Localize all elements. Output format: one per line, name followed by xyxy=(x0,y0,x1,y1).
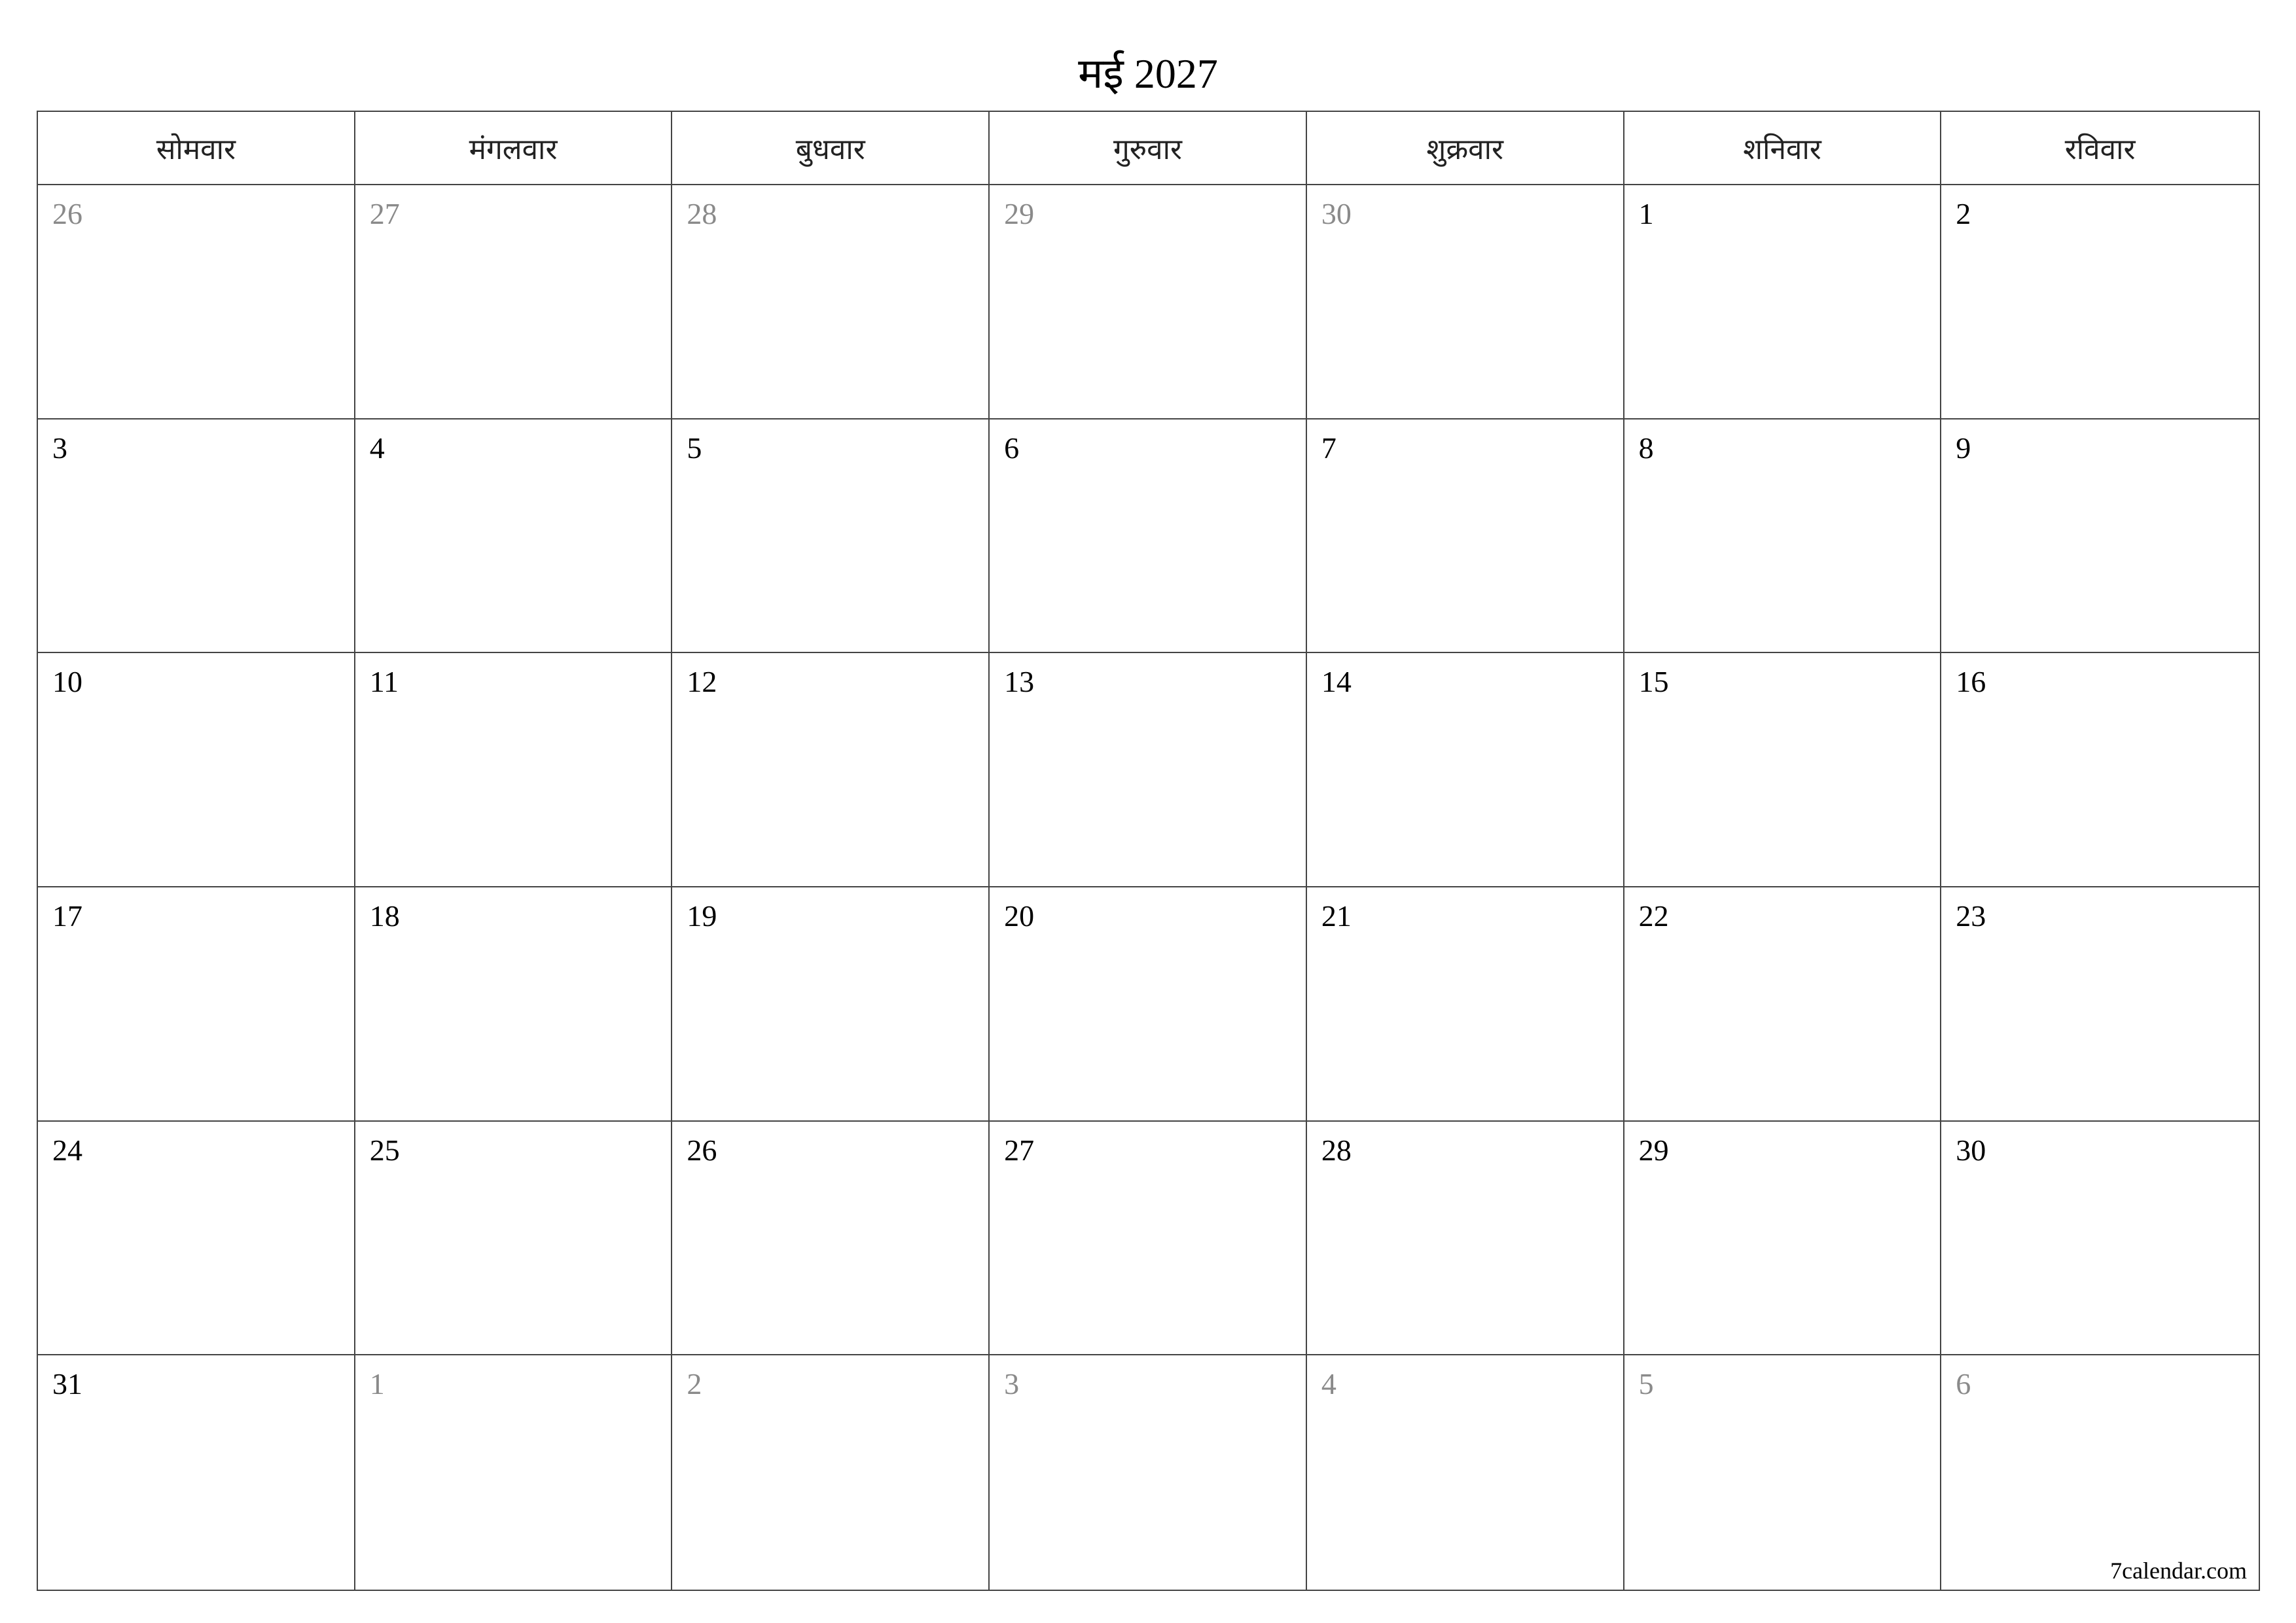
day-cell xyxy=(672,653,990,887)
day-cell xyxy=(355,653,673,887)
weekday-header-friday: शुक्रवार xyxy=(1307,112,1624,185)
day-number: 1 xyxy=(1638,197,1654,230)
day-number: 17 xyxy=(52,899,82,933)
day-cell xyxy=(1624,653,1942,887)
day-number: 13 xyxy=(1004,665,1035,699)
day-number: 26 xyxy=(52,197,82,230)
day-number: 25 xyxy=(369,1133,400,1167)
day-cell xyxy=(38,1355,355,1590)
day-number: 30 xyxy=(1956,1133,1986,1167)
day-cell xyxy=(1307,1355,1624,1590)
day-cell xyxy=(38,1122,355,1356)
day-cell xyxy=(1307,419,1624,654)
day-number: 12 xyxy=(687,665,717,699)
day-number: 2 xyxy=(1956,197,1971,230)
day-number: 3 xyxy=(52,431,67,465)
day-cell xyxy=(38,185,355,419)
day-cell xyxy=(355,1355,673,1590)
calendar-title: मई 2027 xyxy=(1078,50,1218,97)
day-number: 30 xyxy=(1321,197,1352,230)
day-number: 18 xyxy=(369,899,400,933)
day-number: 31 xyxy=(52,1367,82,1401)
day-cell xyxy=(1941,1122,2259,1356)
day-number: 19 xyxy=(687,899,717,933)
day-cell xyxy=(672,419,990,654)
day-number: 29 xyxy=(1638,1133,1669,1167)
day-cell xyxy=(1624,185,1942,419)
day-cell xyxy=(38,887,355,1122)
day-number: 28 xyxy=(687,197,717,230)
day-cell xyxy=(355,887,673,1122)
day-cell xyxy=(1941,419,2259,654)
day-cell xyxy=(1307,887,1624,1122)
site-watermark: 7calendar.com xyxy=(2110,1557,2247,1584)
day-cell xyxy=(1941,185,2259,419)
day-cell xyxy=(672,185,990,419)
day-cell xyxy=(1307,653,1624,887)
day-cell xyxy=(990,419,1307,654)
weekday-header-wednesday: बुधवार xyxy=(672,112,990,185)
day-cell xyxy=(1624,1122,1942,1356)
day-number: 16 xyxy=(1956,665,1986,699)
day-cell xyxy=(38,419,355,654)
day-cell xyxy=(1624,887,1942,1122)
day-number: 6 xyxy=(1956,1367,1971,1401)
day-cell xyxy=(1307,1122,1624,1356)
day-number: 4 xyxy=(369,431,385,465)
day-number: 4 xyxy=(1321,1367,1336,1401)
day-number: 21 xyxy=(1321,899,1352,933)
weekday-header-sunday: रविवार xyxy=(1941,112,2259,185)
day-number: 26 xyxy=(687,1133,717,1167)
day-number: 23 xyxy=(1956,899,1986,933)
day-number: 20 xyxy=(1004,899,1035,933)
day-number: 9 xyxy=(1956,431,1971,465)
day-number: 28 xyxy=(1321,1133,1352,1167)
day-cell xyxy=(1941,887,2259,1122)
day-number: 10 xyxy=(52,665,82,699)
day-number: 15 xyxy=(1638,665,1669,699)
day-number: 5 xyxy=(1638,1367,1654,1401)
day-cell xyxy=(355,419,673,654)
weekday-header-saturday: शनिवार xyxy=(1624,112,1942,185)
day-number: 2 xyxy=(687,1367,702,1401)
day-cell xyxy=(672,887,990,1122)
day-number: 1 xyxy=(369,1367,385,1401)
day-cell xyxy=(672,1122,990,1356)
day-number: 8 xyxy=(1638,431,1654,465)
day-number: 11 xyxy=(369,665,399,699)
day-number: 14 xyxy=(1321,665,1352,699)
weekday-header-monday: सोमवार xyxy=(38,112,355,185)
day-cell xyxy=(1624,419,1942,654)
day-number: 22 xyxy=(1638,899,1669,933)
day-cell xyxy=(990,653,1307,887)
weekday-header-tuesday: मंगलवार xyxy=(355,112,673,185)
day-number: 24 xyxy=(52,1133,82,1167)
day-cell xyxy=(1624,1355,1942,1590)
day-cell xyxy=(38,653,355,887)
day-cell xyxy=(1941,653,2259,887)
month-grid xyxy=(37,111,2260,1591)
day-cell xyxy=(1307,185,1624,419)
day-number: 7 xyxy=(1321,431,1336,465)
day-number: 3 xyxy=(1004,1367,1020,1401)
day-number: 27 xyxy=(369,197,400,230)
day-cell xyxy=(672,1355,990,1590)
day-number: 6 xyxy=(1004,431,1020,465)
day-cell xyxy=(1941,1355,2259,1590)
day-cell xyxy=(990,185,1307,419)
weekday-header-thursday: गुरुवार xyxy=(990,112,1307,185)
day-number: 29 xyxy=(1004,197,1035,230)
day-cell xyxy=(990,1122,1307,1356)
day-cell xyxy=(990,887,1307,1122)
day-cell xyxy=(990,1355,1307,1590)
day-number: 5 xyxy=(687,431,702,465)
day-cell xyxy=(355,1122,673,1356)
day-cell xyxy=(355,185,673,419)
day-number: 27 xyxy=(1004,1133,1035,1167)
